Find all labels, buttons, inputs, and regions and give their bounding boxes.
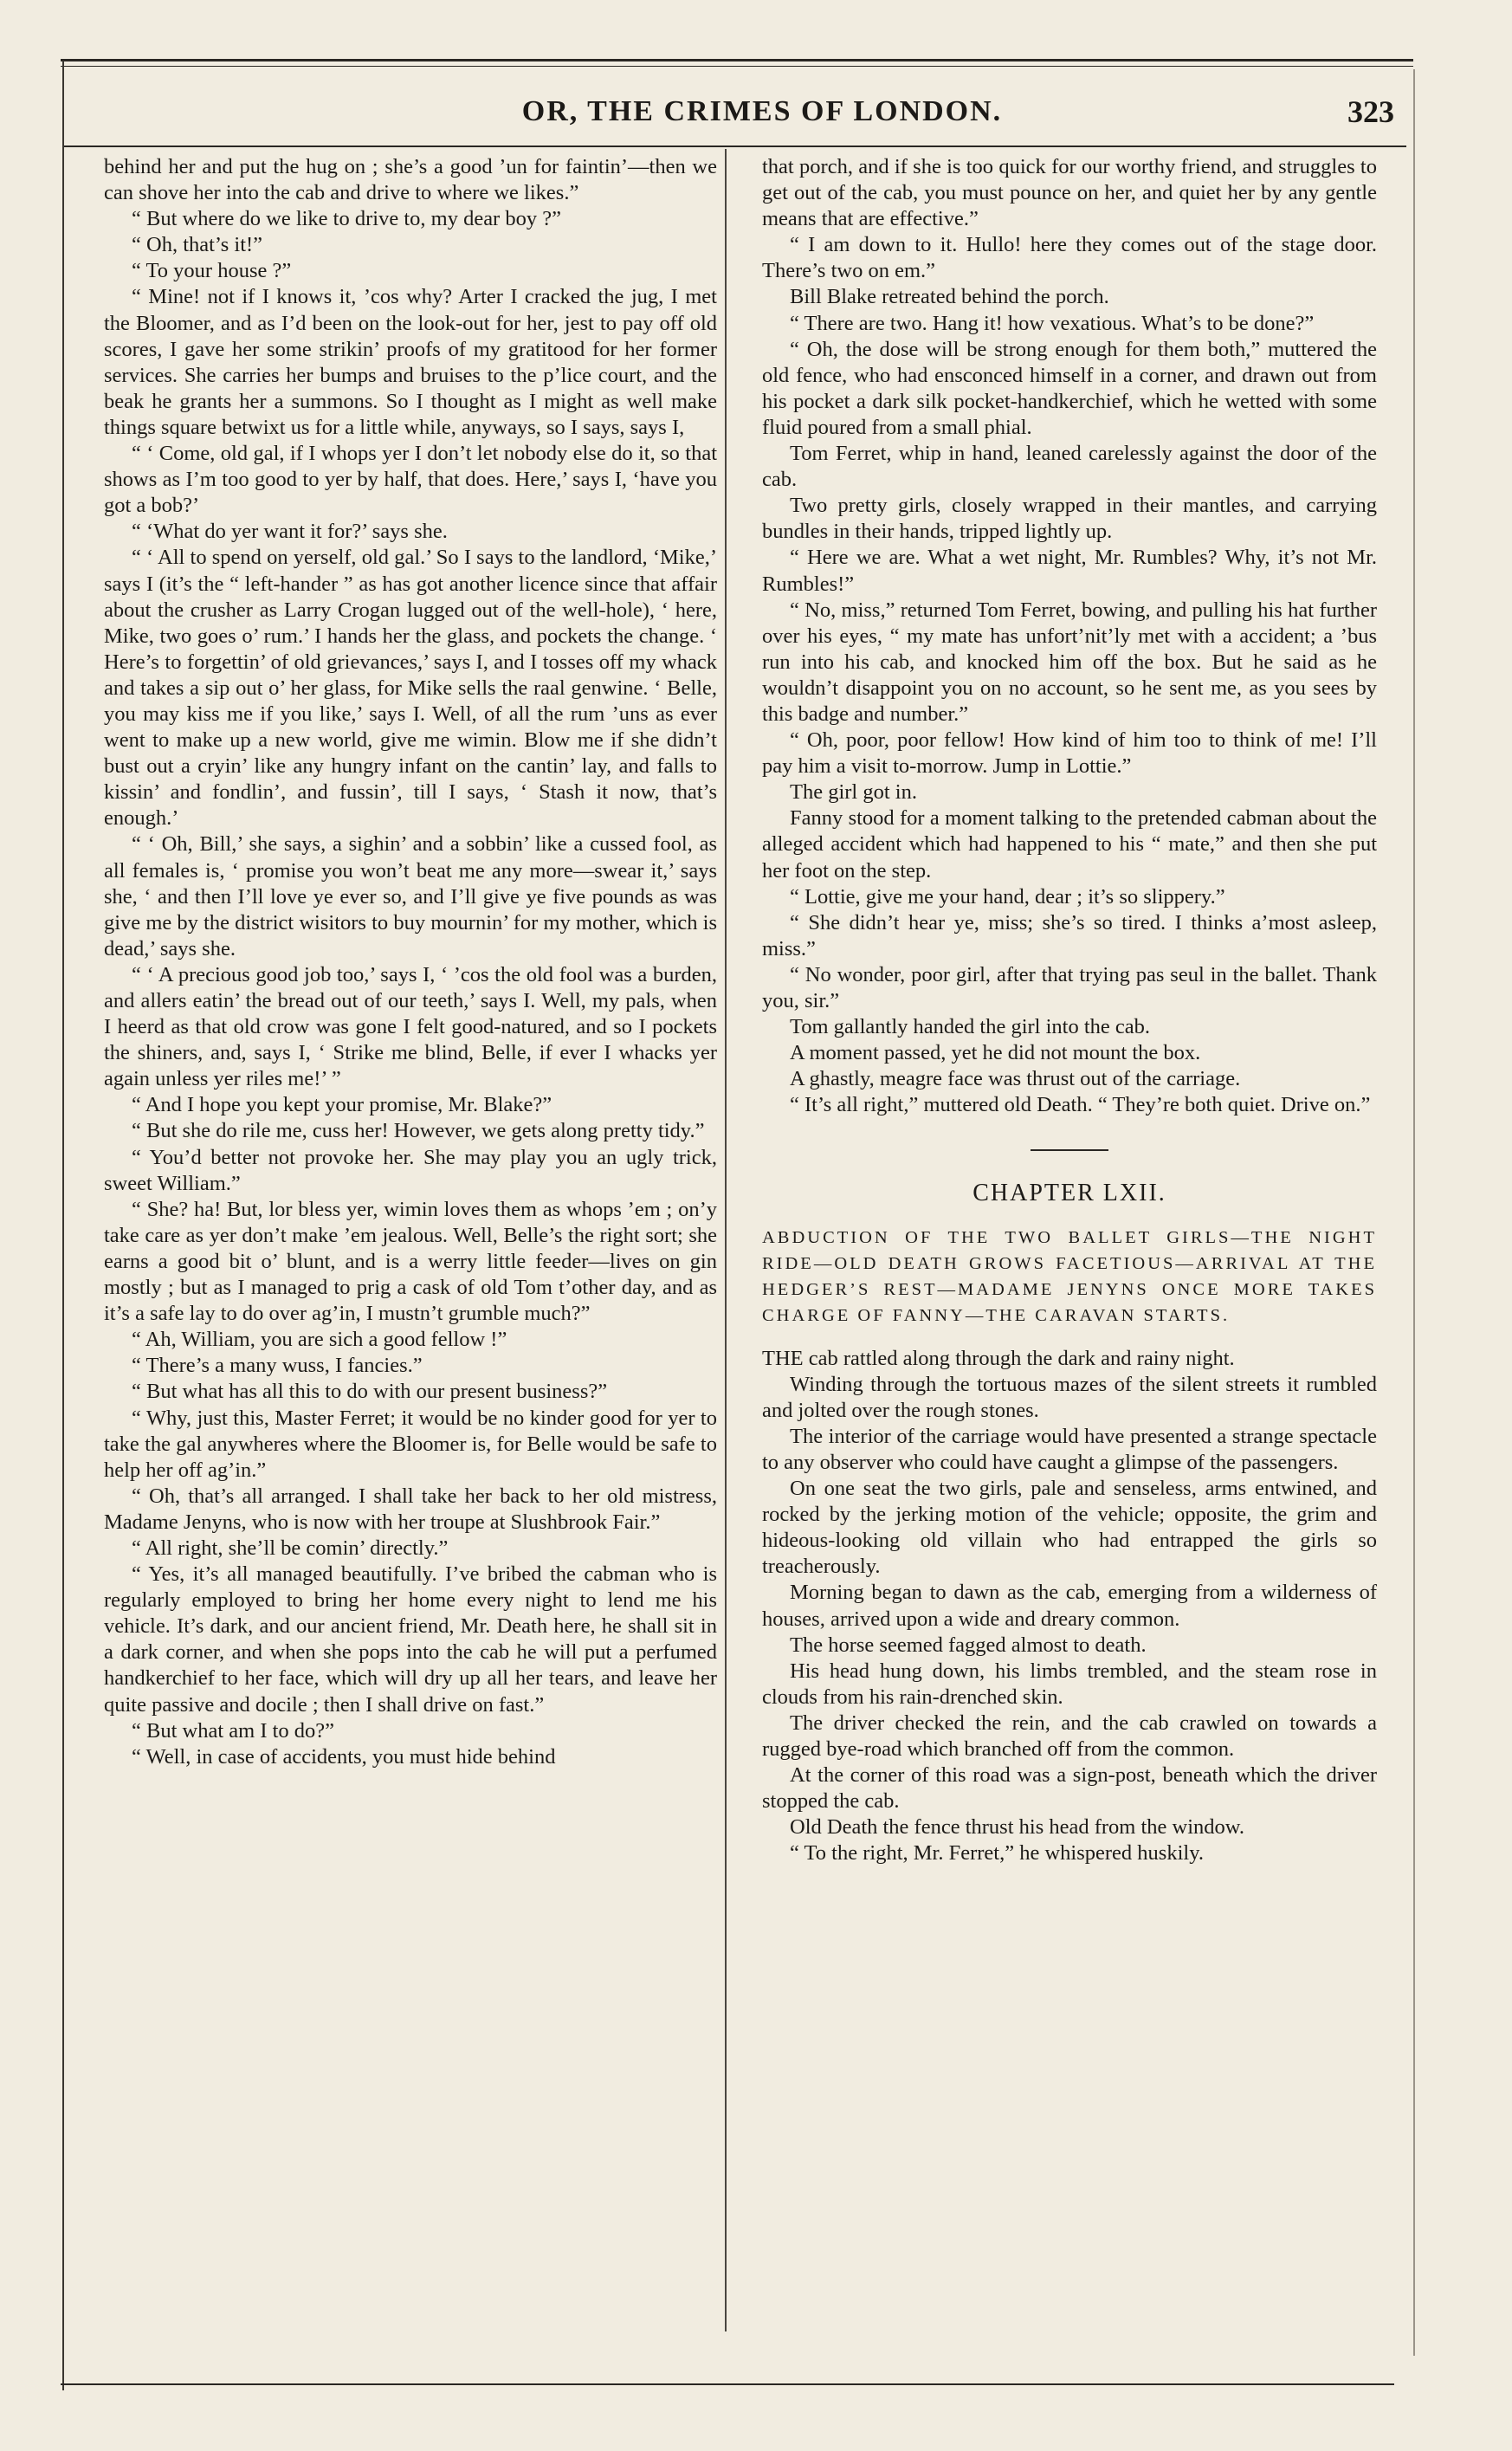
paragraph: “ There are two. Hang it! how vexatious. What’s to be done?”	[790, 311, 1315, 335]
paragraph: “ But where do we like to drive to, my dear boy ?”	[132, 207, 561, 231]
paragraph: “ Oh, the dose will be strong enough for them both,” muttered the old fence, who had ensconced himself in a corner, and drawn out from his pocket a dark silk pocket-handkerchief, which he wetted with some fluid poured from a small phial.	[762, 337, 1377, 439]
paragraph: “ There’s a many wuss, I fancies.”	[132, 1354, 423, 1378]
paragraph: On one seat the two girls, pale and senseless, arms entwined, and rocked by the jerking motion of the vehicle; opposite, the grim and hideous-looking old villain who had entrapped the girls so treacherously.	[762, 1477, 1377, 1579]
chapter-title: CHAPTER LXII.	[972, 1180, 1166, 1207]
paragraph: “ ‘What do yer want it for?’ says she.	[132, 520, 448, 544]
left-column	[104, 154, 717, 1770]
paragraph: “ Lottie, give me your hand, dear ; it’s so slippery.”	[790, 884, 1225, 909]
section-divider	[1031, 1149, 1108, 1151]
paragraph: Morning began to dawn as the cab, emerging from a wilderness of houses, arrived upon a wide and dreary common.	[762, 1581, 1377, 1631]
left-border-rule	[62, 61, 64, 2390]
paragraph: “ You’d better not provoke her. She may play you an ugly trick, sweet William.”	[104, 1145, 717, 1195]
paragraph: “ But what am I to do?”	[132, 1718, 335, 1743]
paragraph: that porch, and if she is too quick for our worthy friend, and struggles to get out of the cab, you must pounce on her, and quiet her by any gentle means that are effective.”	[762, 155, 1377, 231]
right-border-rule	[1413, 69, 1415, 2356]
paragraph: “ Oh, that’s it!”	[132, 233, 263, 257]
paragraph: At the corner of this road was a sign-post, beneath which the driver stopped the cab.	[762, 1763, 1377, 1814]
right-column	[762, 154, 1377, 1866]
paragraph: “ To your house ?”	[132, 259, 292, 283]
paragraph: “ Oh, poor, poor fellow! How kind of him too to think of me! I’ll pay him a visit to-morrow. Jump in Lottie.”	[762, 728, 1377, 779]
paragraph: The girl got in.	[790, 780, 917, 805]
paragraph: “ Well, in case of accidents, you must hide behind	[132, 1744, 556, 1769]
page-number: 323	[1347, 94, 1394, 129]
paragraph: “ Oh, that’s all arranged. I shall take her back to her old mistress, Madame Jenyns, who is now with her troupe at Slushbrook Fair.”	[104, 1484, 717, 1534]
paragraph: “ It’s all right,” muttered old Death. “ They’re both quiet. Drive on.”	[790, 1093, 1371, 1117]
chapter-synopsis: ABDUCTION OF THE TWO BALLET GIRLS—THE NIGHT RIDE—OLD DEATH GROWS FACETIOUS—ARRIVAL AT THE HEDGER’S REST—MADAME JENYNS ONCE MORE TAKES CHARGE OF FANNY—THE CARAVAN STARTS.	[762, 1227, 1377, 1325]
paragraph: “ But she do rile me, cuss her! However, we gets along pretty tidy.”	[132, 1119, 705, 1143]
column-divider	[725, 149, 727, 2331]
paragraph: “ ‘ A precious good job too,’ says I, ‘ ’cos the old fool was a burden, and allers eatin’ the bread out of our teeth,’ says I. Well, my pals, when I heerd as that old crow was gone I felt good-natured, and so I pockets the shiners, and, says I, ‘ Strike me blind, Belle, if ever I whacks yer again unless yer riles me!’ ”	[104, 962, 717, 1091]
paragraph: The driver checked the rein, and the cab crawled on towards a rugged bye-road which branched off from the common.	[762, 1711, 1377, 1761]
paragraph: “ Here we are. What a wet night, Mr. Rumbles? Why, it’s not Mr. Rumbles!”	[762, 546, 1377, 596]
paragraph: “ No, miss,” returned Tom Ferret, bowing, and pulling his hat further over his eyes, “ my mate has unfort’nit’ly met with a accident; a ’bus run into his cab, and knocked him off the box. But he said as he wouldn’t disappoint you on no account, so he sent me, as you sees by this badge and number.”	[762, 598, 1377, 726]
top-border-rule	[61, 59, 1413, 61]
chapter-opening-paragraph: THE cab rattled along through the dark and rainy night.	[762, 1346, 1235, 1370]
paragraph: “ ‘ Come, old gal, if I whops yer I don’t let nobody else do it, so that shows as I’m too good to yer by half, that does. Here,’ says I, ‘have you got a bob?’	[104, 442, 717, 518]
paragraph: “ Mine! not if I knows it, ’cos why? Arter I cracked the jug, I met the Bloomer, and as I’d been on the look-out for her, jest to pay off old scores, I gave her some strikin’ proofs of my gratitood for her former services. She carries her bumps and bruises to the p’lice court, and the beak he grants her a summons. So I thought as I might as well make things square betwixt us for a little while, anyways, so I says, says I,	[104, 285, 717, 439]
paragraph: “ To the right, Mr. Ferret,” he whispered huskily.	[790, 1841, 1204, 1866]
running-head: OR, THE CRIMES OF LONDON.	[521, 95, 1003, 127]
paragraph: Tom gallantly handed the girl into the cab.	[790, 1015, 1151, 1039]
paragraph: Tom Ferret, whip in hand, leaned carelessly against the door of the cab.	[762, 442, 1377, 492]
header-rule	[64, 146, 1406, 147]
paragraph: “ All right, she’ll be comin’ directly.”	[132, 1536, 449, 1560]
paragraph: Old Death the fence thrust his head from the window.	[790, 1815, 1245, 1840]
paragraph: Winding through the tortuous mazes of the silent streets it rumbled and jolted over the rough stones.	[762, 1372, 1377, 1422]
paragraph: A ghastly, meagre face was thrust out of the carriage.	[790, 1067, 1241, 1091]
bottom-border-rule	[61, 2383, 1394, 2385]
paragraph: Bill Blake retreated behind the porch.	[790, 285, 1109, 309]
paragraph: “ But what has all this to do with our present business?”	[132, 1380, 608, 1404]
paragraph: behind her and put the hug on ; she’s a good ’un for faintin’—then we can shove her into the cab and drive to where we likes.”	[104, 155, 717, 205]
paragraph: His head hung down, his limbs trembled, and the steam rose in clouds from his rain-drenched skin.	[762, 1659, 1377, 1709]
paragraph: “ She? ha! But, lor bless yer, wimin loves them as whops ’em ; on’y take care as yer don’t make ’em jealous. Well, Belle’s the right sort; she earns a good bit o’ blunt, and is a werry little feeder—lives on gin mostly ; but as I managed to prig a cask of old Tom t’other day, and as it’s a safe lay to do over ag’in, I mustn’t grumble much?”	[104, 1197, 717, 1326]
paragraph: “ Ah, William, you are sich a good fellow !”	[132, 1328, 507, 1352]
paragraph: The interior of the carriage would have presented a strange spectacle to any observer who could have caught a glimpse of the passengers.	[762, 1424, 1377, 1474]
paragraph: “ Yes, it’s all managed beautifully. I’ve bribed the cabman who is regularly employed to bring her home every night to lend me his vehicle. It’s dark, and our ancient friend, Mr. Death here, he shall sit in a dark corner, and when she pops into the cab he will put a perfumed handkerchief to her face, which will dry up all her tears, and leave her quite passive and docile ; then I shall drive on fast.”	[104, 1562, 717, 1717]
paragraph: “ And I hope you kept your promise, Mr. Blake?”	[132, 1093, 552, 1117]
paragraph: Two pretty girls, closely wrapped in their mantles, and carrying bundles in their hands, tripped lightly up.	[762, 494, 1377, 544]
paragraph: A moment passed, yet he did not mount the box.	[790, 1041, 1201, 1065]
top-border-hairline	[61, 66, 1413, 67]
paragraph: The horse seemed fagged almost to death.	[790, 1633, 1147, 1657]
paragraph: “ ‘ All to spend on yerself, old gal.’ So I says to the landlord, ‘Mike,’ says I (it’s the “ left-hander ” as has got another licence since that affair about the crusher as Larry Crogan lugged out of the well-hole), ‘ here, Mike, two goes o’ rum.’ I hands her the glass, and pockets the change. ‘ Here’s to forgettin’ of old grievances,’ says I, and I tosses off my whack and takes a sip out o’ her glass, for Mike sells the raal genwine. ‘ Belle, you may kiss me if you like,’ says I. Well, of all the rum ’uns as ever went to make up a new world, give me wimin. Blow me if she didn’t bust out a cryin’ like any hungry infant on the cantin’ lay, and falls to kissin’ and fondlin’, and fussin’, till I says, ‘ Stash it now, that’s enough.’	[104, 546, 717, 831]
paragraph: “ ‘ Oh, Bill,’ she says, a sighin’ and a sobbin’ like a cussed fool, as all females is, ‘ promise you won’t beat me any more—swear it,’ says she, ‘ and then I’ll love ye ever so, and I’ll give ye five pounds as was give me by the district wisitors to buy mournin’ for my mother, which is dead,’ says she.	[104, 832, 717, 960]
paragraph: “ She didn’t hear ye, miss; she’s so tired. I thinks a’most asleep, miss.”	[762, 910, 1377, 960]
paragraph: “ No wonder, poor girl, after that trying pas seul in the ballet. Thank you, sir.”	[762, 962, 1377, 1012]
paragraph: Fanny stood for a moment talking to the pretended cabman about the alleged accident which had happened to his “ mate,” and then she put her foot on the step.	[762, 806, 1377, 883]
paragraph: “ I am down to it. Hullo! here they comes out of the stage door. There’s two on em.”	[762, 233, 1377, 283]
paragraph: “ Why, just this, Master Ferret; it would be no kinder good for yer to take the gal anywheres where the Bloomer is, for Belle would be safe to help her off ag’in.”	[104, 1406, 717, 1482]
